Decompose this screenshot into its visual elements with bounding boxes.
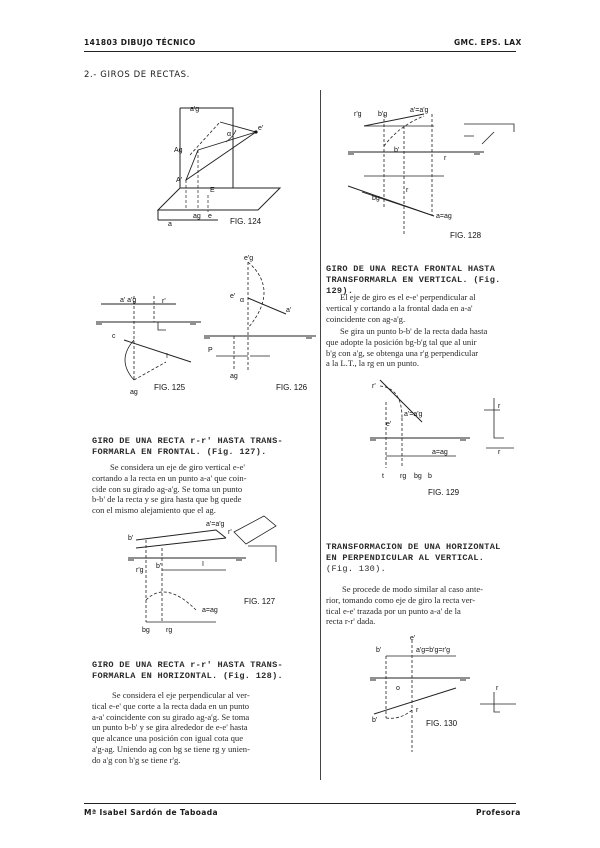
heading-horizontal-to-perpendicular: TRANSFORMACION DE UNA HORIZONTAL EN PERPENDICULAR AL VERTICAL. (Fig. 130). bbox=[326, 542, 501, 574]
fig128-label-r2: r bbox=[406, 187, 409, 194]
fig124-label-ag: a'g bbox=[190, 106, 200, 113]
fig125-label-I: I bbox=[166, 353, 168, 360]
fig124-caption: FIG. 124 bbox=[230, 217, 262, 226]
fig124-label-Ag: Ag bbox=[174, 147, 183, 154]
fig128-label-b: b' bbox=[394, 147, 400, 154]
fig126-label-e: e' bbox=[230, 293, 236, 300]
fig128-label-bg2: bg bbox=[372, 195, 380, 202]
fig126-label-alpha: α bbox=[240, 297, 245, 304]
fig127-label-aag: a=ag bbox=[202, 607, 218, 614]
fig127-label-bg: bg bbox=[142, 627, 150, 634]
figure-125 bbox=[86, 290, 206, 400]
fig124-label-E: E bbox=[210, 187, 215, 194]
fig130-label-r: r bbox=[416, 707, 419, 714]
fig130-caption: FIG. 130 bbox=[426, 719, 458, 728]
figure-126 bbox=[200, 250, 320, 395]
fig124-label-A: A' bbox=[176, 177, 183, 184]
heading-to-frontal: GIRO DE UNA RECTA r-r' HASTA TRANS- FORMARLA EN FRONTAL. (Fig. 127). bbox=[92, 436, 283, 457]
fig128-label-r: r bbox=[444, 155, 447, 162]
fig129-label-rg: rg bbox=[400, 473, 407, 480]
fig126-label-P: P bbox=[208, 347, 213, 354]
footer-rule bbox=[84, 803, 516, 804]
paragraph-to-frontal: Se considera un eje de giro vertical e-e' cortando a la recta en un punto a-a' que coin- cide con su girado ag-a'g. Se toma un punto b-b' de la recta y se gira hasta que bg quede con el mismo alejamiento que el ag. bbox=[92, 462, 247, 516]
fig129-label-bg: bg bbox=[414, 473, 422, 480]
fig129-label-aag2: a=ag bbox=[432, 449, 448, 456]
fig124-label-alpha: α bbox=[227, 131, 232, 138]
fig130-label-r2: r bbox=[496, 685, 499, 692]
footer-role: Profesora bbox=[476, 808, 521, 817]
fig127-label-b: b' bbox=[128, 535, 134, 542]
fig124-label-a: a bbox=[168, 221, 172, 228]
figure-129 bbox=[366, 378, 526, 498]
fig128-label-rg: r'g bbox=[354, 111, 362, 118]
fig129-caption: FIG. 129 bbox=[428, 488, 460, 497]
fig129-label-r2: r bbox=[498, 403, 501, 410]
fig128-label-bg: b'g bbox=[378, 111, 388, 118]
fig127-label-I: I bbox=[202, 561, 204, 568]
fig127-label-rg2: rg bbox=[166, 627, 173, 634]
fig125-label-r1: r' bbox=[162, 298, 166, 305]
fig127-caption: FIG. 127 bbox=[244, 597, 276, 606]
figure-130 bbox=[366, 632, 526, 772]
fig126-label-eg: e'g bbox=[244, 255, 254, 262]
fig124-label-e2: e bbox=[208, 213, 212, 220]
fig129-label-e: e' bbox=[386, 421, 392, 428]
fig126-label-ag: ag bbox=[230, 373, 238, 380]
fig126-caption: FIG. 126 bbox=[276, 383, 308, 392]
fig127-label-r: r' bbox=[228, 529, 232, 536]
fig125-label-c: c bbox=[112, 333, 116, 340]
paragraph-to-horizontal: Se considera el eje perpendicular al ver- tical e-e' que corte a la recta dada en un punto a-a' coincidente con su girado ag-a'g. Se toma un punto b-b' y se gira alrededor de e-e' hasta que alcance una posición con igual cota que a'g-ag. Uniendo ag con bg se tiene rg y unien- do a'g con b'g se tiene r'g. bbox=[92, 690, 250, 765]
fig124-label-ag2: ag bbox=[193, 213, 201, 220]
fig127-label-b2: b' bbox=[156, 563, 162, 570]
fig125-label-a1: a' a'g bbox=[120, 297, 137, 304]
header-course: 141803 DIBUJO TÉCNICO bbox=[84, 38, 196, 47]
figure-128 bbox=[344, 96, 524, 246]
header-rule bbox=[84, 51, 516, 52]
section-title: 2.- GIROS DE RECTAS. bbox=[84, 70, 190, 80]
header-school: GMC. EPS. LAX bbox=[454, 38, 522, 47]
fig129-label-aag: a'=a'g bbox=[404, 411, 423, 418]
paragraph-frontal-to-vertical-2: Se gira un punto b-b' de la recta dada hasta que adopte la posición bg-b'g tal que al unir b'g con a'g, se obtenga una r'g perpendicular a la L.T., la rg en un punto. bbox=[326, 326, 488, 369]
fig129-label-r3: r bbox=[498, 449, 501, 456]
fig126-label-a: a' bbox=[286, 307, 292, 314]
fig124-label-e: e' bbox=[258, 125, 264, 132]
figure-127 bbox=[126, 510, 302, 635]
fig128-caption: FIG. 128 bbox=[450, 231, 482, 240]
fig125-caption: FIG. 125 bbox=[154, 383, 186, 392]
footer-author: Mª Isabel Sardón de Taboada bbox=[84, 808, 218, 817]
paragraph-frontal-to-vertical-1: El eje de giro es el e-e' perpendicular al vertical y cortando a la frontal dada en a-a' coincidente con ag-a'g. bbox=[326, 292, 476, 324]
heading-to-horizontal: GIRO DE UNA RECTA r-r' HASTA TRANS- FORMARLA EN HORIZONTAL. (Fig. 128). bbox=[92, 660, 283, 681]
heading-frontal-to-vertical: GIRO DE UNA RECTA FRONTAL HASTA TRANSFORMARLA EN VERTICAL. (Fig. 129). bbox=[326, 264, 501, 296]
fig128-label-a: a'=a'g bbox=[410, 107, 429, 114]
paragraph-horizontal-to-perpendicular: Se procede de modo similar al caso ante- rior, tomando como eje de giro la recta ver- tical e-e' trazada por un punto a-a' de la recta r-r' dada. bbox=[326, 584, 484, 627]
column-divider bbox=[320, 90, 321, 780]
fig130-label-e: e' bbox=[410, 635, 416, 642]
fig128-label-aag: a=ag bbox=[436, 213, 452, 220]
fig130-label-o: o bbox=[396, 685, 400, 692]
fig130-label-b2: b' bbox=[372, 717, 378, 724]
fig130-label-b: b' bbox=[376, 647, 382, 654]
fig127-label-a: a'=a'g bbox=[206, 521, 225, 528]
fig125-label-ag: ag bbox=[130, 389, 138, 396]
fig129-label-b: b bbox=[428, 473, 432, 480]
figure-124 bbox=[138, 100, 308, 240]
fig129-label-r: r' bbox=[372, 383, 376, 390]
fig130-label-ag: a'g=b'g=r'g bbox=[416, 647, 450, 654]
fig127-label-rg: r'g bbox=[136, 567, 144, 574]
fig129-label-t: t bbox=[382, 473, 384, 480]
